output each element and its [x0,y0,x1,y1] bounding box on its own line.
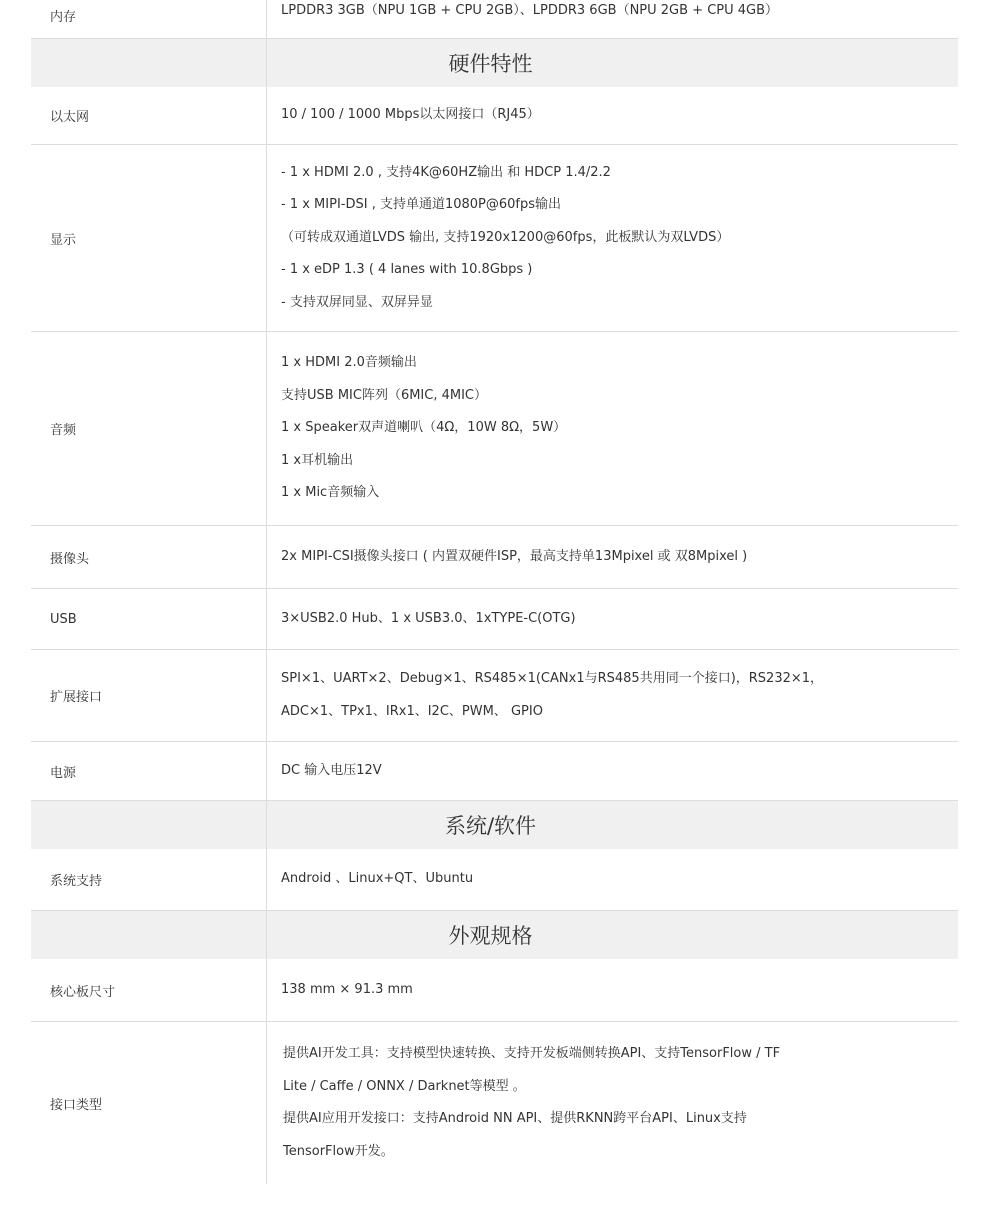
row-value [267,650,958,741]
row-label: 以太网 [31,87,267,144]
spec-row-expansion [31,650,958,742]
spec-row-power [31,742,958,801]
row-label: USB [31,589,267,649]
spec-row-board-size [31,959,958,1022]
value-line: Lite / Caffe / ONNX / Darknet等模型 。 [283,1078,526,1094]
value-line: LPDDR3 3GB（NPU 1GB + CPU 2GB）、LPDDR3 6GB（NPU 2GB + CPU 4GB） [281,3,779,18]
value-line: 支持USB MIC阵列（6MIC, 4MIC） [281,387,488,403]
value-line: 1 x Mic音频输入 [281,485,380,501]
row-value [267,959,958,1021]
value-line: DC 输入电压12V [281,762,382,778]
value-line: ADC×1、TPx1、IRx1、I2C、PWM、 GPIO [281,703,543,719]
value-line: 提供AI应用开发接口：支持Android NN API、提供RKNN跨平台API、Linux支持 [283,1111,747,1126]
value-line: 10 / 100 / 1000 Mbps以太网接口（RJ45） [281,107,540,123]
row-label: 内存 [31,0,267,38]
spec-row-camera [31,526,958,589]
value-line: 1 x Speaker双声道喇叭（4Ω，10W 8Ω，5W） [281,420,567,436]
value-line: 1 x HDMI 2.0音频输出 [281,355,417,371]
row-label: 核心板尺寸 [31,959,267,1021]
row-label: 摄像头 [31,526,267,588]
spec-row-usb [31,589,958,650]
section-title: 硬件特性 [448,52,533,76]
row-label: 接口类型 [31,1022,267,1184]
value-line: TensorFlow开发。 [283,1143,394,1159]
row-value [267,849,958,910]
value-line: - 1 x HDMI 2.0 , 支持4K@60HZ输出 和 HDCP 1.4/2.2 [281,164,611,180]
row-value [267,145,958,331]
spec-row-os-support [31,849,958,911]
row-value [267,332,958,525]
value-line: 138 mm × 91.3 mm [281,981,413,997]
value-line: 3×USB2.0 Hub、1 x USB3.0、1xTYPE-C(OTG) [281,610,576,626]
row-value [267,0,958,38]
section-header-hardware [31,39,958,87]
spec-row-interface-type [31,1022,958,1184]
spec-row-ethernet [31,87,958,145]
row-value [267,526,958,588]
value-line: - 1 x MIPI-DSI , 支持单通道1080P@60fps输出 [281,197,562,213]
row-label: 音频 [31,332,267,525]
section-header-appearance [31,911,958,959]
value-line: Android 、Linux+QT、Ubuntu [281,871,474,887]
section-title: 系统/软件 [444,814,537,838]
value-line: （可转成双通道LVDS 输出, 支持1920x1200@60fps，此板默认为双LVDS） [281,229,730,245]
spec-row-audio [31,332,958,526]
value-line: 提供AI开发工具：支持模型快速转换、支持开发板端侧转换API、支持TensorFlow / TF [283,1046,781,1061]
row-value [267,87,958,144]
row-value [267,742,958,800]
row-value [267,589,958,649]
value-line: - 支持双屏同显、双屏异显 [281,294,433,310]
row-label: 系统支持 [31,849,267,910]
row-label: 扩展接口 [31,650,267,741]
spec-row-display [31,145,958,332]
spec-table [31,0,958,1184]
row-label: 电源 [31,742,267,800]
section-title: 外观规格 [448,924,533,948]
row-label: 显示 [31,145,267,331]
value-line: 2x MIPI-CSI摄像头接口 ( 内置双硬件ISP，最高支持单13Mpixel 或 双8Mpixel ) [281,548,748,564]
value-line: 1 x耳机输出 [281,452,354,468]
row-value [267,1022,958,1184]
value-line: - 1 x eDP 1.3 ( 4 lanes with 10.8Gbps ) [281,262,533,278]
section-header-software [31,801,958,849]
spec-row-memory [31,0,958,39]
value-line: SPI×1、UART×2、Debug×1、RS485×1(CANx1与RS485共用同一个接口)，RS232×1， [281,671,824,686]
